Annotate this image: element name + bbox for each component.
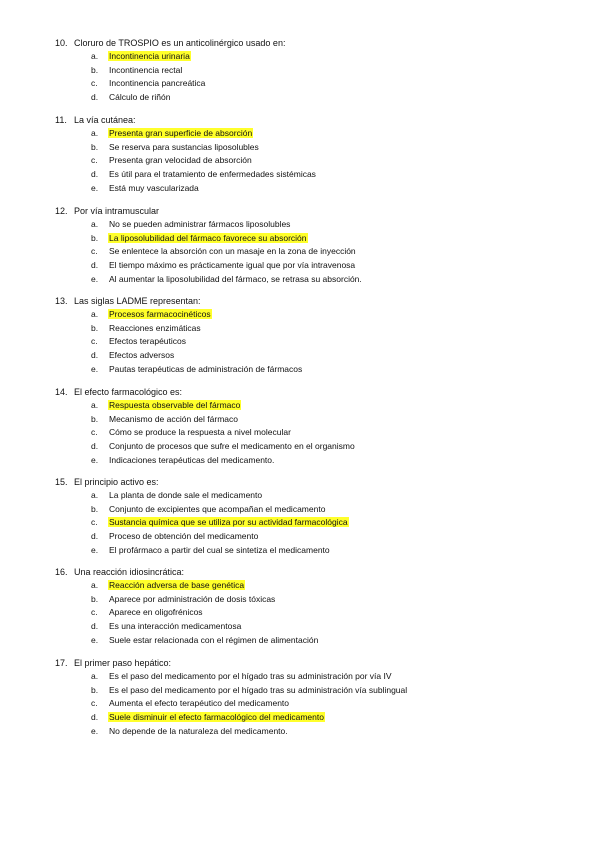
answer-option	[55, 670, 595, 684]
answer-option	[55, 64, 595, 78]
answer-option	[55, 489, 595, 503]
option-letter: c.	[91, 336, 98, 347]
question-text: Las siglas LADME representan:	[74, 296, 201, 306]
option-text: Se reserva para sustancias liposolubles	[109, 141, 259, 152]
answer-option	[55, 91, 595, 105]
option-text: Cálculo de riñón	[109, 92, 171, 103]
question-heading	[55, 36, 595, 50]
answer-option	[55, 141, 595, 155]
option-letter: b.	[91, 322, 99, 333]
answer-option	[55, 399, 595, 413]
option-letter: d.	[91, 92, 99, 103]
option-text-highlighted: Respuesta observable del fármaco	[109, 400, 241, 410]
option-text: Es útil para el tratamiento de enfermedades sistémicas	[109, 169, 316, 180]
option-letter: e.	[91, 273, 99, 284]
answer-option	[55, 711, 595, 725]
question-text: El efecto farmacológico es:	[74, 387, 183, 397]
answer-option	[55, 634, 595, 648]
question-heading	[55, 204, 595, 218]
option-letter: e.	[91, 182, 99, 193]
option-letter: d.	[91, 169, 99, 180]
option-letter: d.	[91, 441, 99, 452]
option-text: Conjunto de excipientes que acompañan el medicamento	[109, 503, 326, 514]
option-letter: e.	[91, 725, 99, 736]
option-text: Se enlentece la absorción con un masaje en la zona de inyección	[109, 246, 356, 257]
option-text: Es el paso del medicamento por el hígado tras su administración vía sublingual	[109, 684, 408, 695]
option-text-highlighted: La liposolubilidad del fármaco favorece su absorción	[109, 232, 307, 243]
option-text: Está muy vascularizada	[109, 182, 199, 193]
answer-option	[55, 335, 595, 349]
question-heading	[55, 475, 595, 489]
option-text: Incontinencia rectal	[109, 64, 183, 75]
answer-option	[55, 77, 595, 91]
question-16	[55, 565, 595, 647]
option-letter: d.	[91, 350, 99, 361]
option-letter: c.	[91, 607, 98, 618]
option-letter: a.	[91, 219, 99, 229]
option-text: Efectos adversos	[109, 350, 175, 361]
answer-option	[55, 168, 595, 182]
answer-option	[55, 349, 595, 363]
option-letter: b.	[91, 593, 99, 604]
option-text: Al aumentar la liposolubilidad del fármaco, se retrasa su absorción.	[109, 273, 362, 284]
option-letter: a.	[91, 671, 99, 681]
question-number: 16.	[55, 567, 68, 577]
option-letter: b.	[91, 684, 99, 695]
question-13	[55, 294, 595, 376]
question-heading	[55, 113, 595, 127]
answer-option	[55, 593, 595, 607]
option-letter: a.	[91, 128, 99, 138]
question-text: Cloruro de TROSPIO es un anticolinérgico usado en:	[74, 38, 286, 48]
option-letter: a.	[91, 490, 99, 500]
question-heading	[55, 656, 595, 670]
answer-option	[55, 363, 595, 377]
option-text: La planta de donde sale el medicamento	[109, 490, 263, 500]
option-text: Es el paso del medicamento por el hígado tras su administración por vía IV	[109, 671, 392, 681]
option-text: Es una interacción medicamentosa	[109, 621, 242, 632]
question-heading	[55, 565, 595, 579]
answer-option	[55, 684, 595, 698]
answer-option	[55, 579, 595, 593]
answer-option	[55, 725, 595, 739]
answer-option	[55, 182, 595, 196]
option-letter: e.	[91, 544, 99, 555]
question-14	[55, 385, 595, 467]
option-letter: b.	[91, 503, 99, 514]
option-text: Proceso de obtención del medicamento	[109, 531, 259, 542]
option-text: El tiempo máximo es prácticamente igual que por vía intravenosa	[109, 260, 356, 271]
question-text: Por vía intramuscular	[74, 206, 160, 216]
option-letter: c.	[91, 517, 98, 528]
option-text: Efectos terapéuticos	[109, 336, 187, 347]
option-letter: c.	[91, 698, 98, 709]
option-text-highlighted: Suele disminuir el efecto farmacológico del medicamento	[109, 712, 324, 723]
question-number: 12.	[55, 206, 68, 216]
option-letter: a.	[91, 51, 99, 61]
option-text: Conjunto de procesos que sufre el medicamento en el organismo	[109, 441, 355, 452]
question-heading	[55, 294, 595, 308]
option-letter: d.	[91, 621, 99, 632]
answer-option	[55, 440, 595, 454]
option-letter: d.	[91, 531, 99, 542]
option-letter: c.	[91, 427, 98, 438]
answer-option	[55, 245, 595, 259]
option-letter: b.	[91, 413, 99, 424]
answer-option	[55, 544, 595, 558]
option-text: Indicaciones terapéuticas del medicamento.	[109, 454, 275, 465]
question-text: Una reacción idiosincrática:	[74, 567, 185, 577]
question-number: 14.	[55, 387, 68, 397]
option-text: Mecanismo de acción del fármaco	[109, 413, 238, 424]
option-letter: a.	[91, 309, 99, 319]
answer-option	[55, 218, 595, 232]
option-text: No se pueden administrar fármacos liposolubles	[109, 219, 291, 229]
answer-option	[55, 232, 595, 246]
question-number: 17.	[55, 658, 68, 668]
option-text: El profármaco a partir del cual se sintetiza el medicamento	[109, 544, 330, 555]
option-text: Suele estar relacionada con el régimen de alimentación	[109, 634, 319, 645]
question-15	[55, 475, 595, 557]
answer-option	[55, 50, 595, 64]
question-17	[55, 656, 595, 738]
answer-option	[55, 259, 595, 273]
question-text: El principio activo es:	[74, 477, 159, 487]
question-10	[55, 36, 595, 105]
answer-option	[55, 606, 595, 620]
question-text: La vía cutánea:	[74, 115, 136, 125]
option-text-highlighted: Presenta gran superficie de absorción	[109, 128, 253, 138]
option-letter: e.	[91, 454, 99, 465]
option-text: Pautas terapéuticas de administración de fármacos	[109, 363, 303, 374]
option-text: Aparece en oligofrénicos	[109, 607, 203, 618]
answer-option	[55, 516, 595, 530]
option-letter: b.	[91, 64, 99, 75]
option-text: Cómo se produce la respuesta a nivel molecular	[109, 427, 291, 438]
option-letter: b.	[91, 141, 99, 152]
option-letter: e.	[91, 363, 99, 374]
option-text: Incontinencia pancreática	[109, 78, 206, 89]
option-letter: c.	[91, 246, 98, 257]
option-letter: b.	[91, 232, 99, 243]
answer-option	[55, 697, 595, 711]
answer-option	[55, 503, 595, 517]
option-letter: c.	[91, 155, 98, 166]
answer-option	[55, 413, 595, 427]
option-letter: c.	[91, 78, 98, 89]
answer-option	[55, 454, 595, 468]
question-number: 13.	[55, 296, 68, 306]
question-11	[55, 113, 595, 195]
option-letter: d.	[91, 260, 99, 271]
option-letter: d.	[91, 712, 99, 723]
option-letter: e.	[91, 634, 99, 645]
answer-option	[55, 127, 595, 141]
option-text: Presenta gran velocidad de absorción	[109, 155, 252, 166]
question-12	[55, 204, 595, 286]
option-text-highlighted: Incontinencia urinaria	[109, 51, 190, 61]
option-letter: a.	[91, 580, 99, 590]
answer-option	[55, 426, 595, 440]
answer-option	[55, 530, 595, 544]
answer-option	[55, 308, 595, 322]
option-text-highlighted: Reacción adversa de base genética	[109, 580, 245, 590]
answer-option	[55, 273, 595, 287]
answer-option	[55, 154, 595, 168]
option-letter: a.	[91, 400, 99, 410]
answer-option	[55, 620, 595, 634]
option-text: No depende de la naturaleza del medicamento.	[109, 725, 288, 736]
option-text: Reacciones enzimáticas	[109, 322, 201, 333]
question-number: 15.	[55, 477, 68, 487]
question-heading	[55, 385, 595, 399]
question-text: El primer paso hepático:	[74, 658, 172, 668]
question-number: 10.	[55, 38, 68, 48]
question-number: 11.	[55, 115, 67, 125]
answer-option	[55, 322, 595, 336]
option-text: Aumenta el efecto terapéutico del medicamento	[109, 698, 290, 709]
option-text-highlighted: Sustancia química que se utiliza por su actividad farmacológica	[109, 517, 348, 528]
option-text: Aparece por administración de dosis tóxicas	[109, 593, 276, 604]
option-text-highlighted: Procesos farmacocinéticos	[109, 309, 211, 319]
